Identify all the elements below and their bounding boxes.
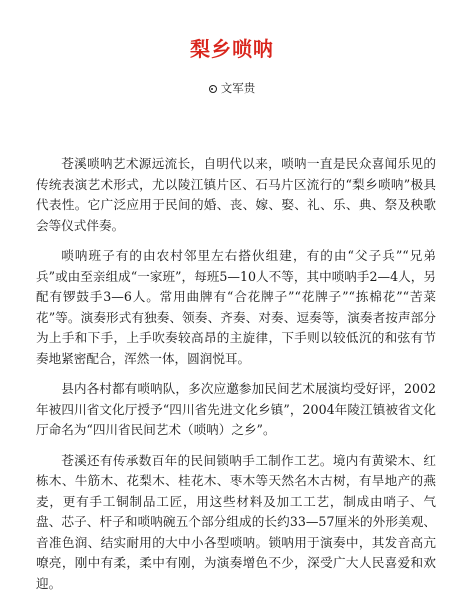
paragraph: 苍溪唢呐艺术源远流长，自明代以来，唢呐一直是民众喜闻乐见的传统表演艺术形式，尤以陵江镇片区、石马片区流行的“梨乡唢呐”极具代表性。它广泛应用于民间的婚、丧、嫁、娶、礼、乐、典、祭及秧歌会等仪式伴奏。 <box>36 154 436 236</box>
paragraph: 唢呐班子有的由农村邻里左右搭伙组建，有的由“父子兵”“兄弟兵”或由至亲组成“一家班”，每班5—10人不等，其中唢呐手2—4人，另配有锣鼓手3—6人。常用曲牌有“合花牌子”“花牌子”“拣棉花”“苦菜花”等。演奏形式有独奏、领奏、齐奏、对奏、逗奏等，演奏者按声部分为上手和下手，上手吹奏较高昂的主旋律，下手则以较低沉的和弦有节奏地紧密配合，浑然一体，圆润悦耳。 <box>36 246 436 369</box>
author-bullet-icon <box>209 85 217 93</box>
author-name: 文军贵 <box>221 81 256 95</box>
article-body <box>36 154 436 594</box>
byline <box>0 80 464 96</box>
paragraph: 苍溪还有传承数百年的民间锁呐手工制作工艺。境内有黄梁木、红栋木、牛筋木、花梨木、桂花木、枣木等天然名木古树，有旱地产的燕麦，更有手工铜制品工匠，用这些材料及加工工艺，制成由哨子、气盘、芯子、杆子和唢呐碗五个部分组成的长约33—57厘米的外形美观、音准色润、结实耐用的大中小各型唢呐。锁呐用于演奏中，其发音高亢嘹亮，刚中有柔，柔中有刚，为演奏增色不少，深受广大人民喜爱和欢迎。 <box>36 451 436 594</box>
paragraph: 县内各村都有唢呐队，多次应邀参加民间艺术展演均受好评，2002年被四川省文化厅授予“四川省先进文化乡镇”，2004年陵江镇被省文化厅命名为“四川省民间艺术（唢呐）之乡”。 <box>36 379 436 441</box>
article-title: 梨乡唢呐 <box>0 36 464 62</box>
